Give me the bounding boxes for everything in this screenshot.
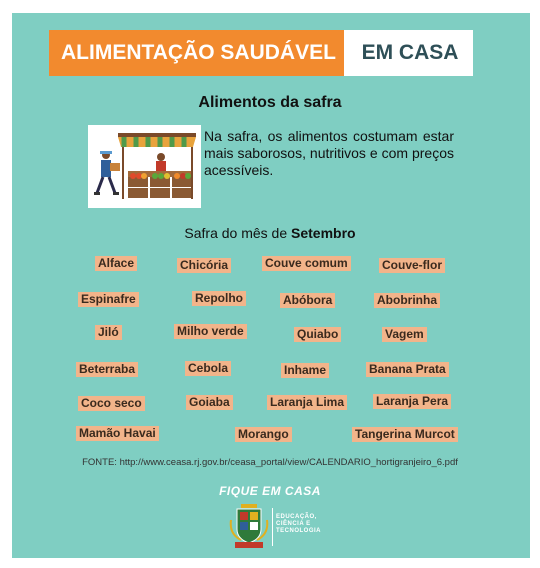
footer-divider bbox=[272, 508, 273, 546]
food-chip: Quiabo bbox=[294, 327, 341, 342]
market-stall-illustration bbox=[88, 125, 201, 208]
food-chip: Couve-flor bbox=[379, 258, 445, 273]
header-title-left: ALIMENTAÇÃO SAUDÁVEL bbox=[49, 30, 344, 76]
food-chip: Abóbora bbox=[280, 293, 335, 308]
food-chip: Beterraba bbox=[76, 362, 138, 377]
food-chip: Repolho bbox=[192, 291, 246, 306]
department-line: EDUCAÇÃO, bbox=[276, 514, 317, 520]
food-chip: Morango bbox=[235, 427, 292, 442]
food-chip: Abobrinha bbox=[374, 293, 440, 308]
food-chip: Inhame bbox=[281, 363, 329, 378]
month-prefix: Safra do mês de bbox=[184, 225, 292, 241]
header-banner bbox=[49, 30, 473, 76]
footer-title: FIQUE EM CASA bbox=[219, 484, 321, 498]
month-name: Setembro bbox=[291, 225, 356, 241]
food-chip: Cebola bbox=[185, 361, 231, 376]
food-chip: Laranja Lima bbox=[267, 395, 347, 410]
food-chip: Jiló bbox=[95, 325, 122, 340]
food-chip: Milho verde bbox=[174, 324, 247, 339]
department-line: CIÊNCIA E bbox=[276, 521, 311, 527]
food-chip: Chicória bbox=[177, 258, 231, 273]
food-chip: Espinafre bbox=[78, 292, 139, 307]
intro-text: Na safra, os alimentos costumam estar mais saborosos, nutritivos e com preços acessíveis. bbox=[204, 128, 454, 178]
food-chip: Mamão Havai bbox=[76, 426, 159, 441]
food-chip: Couve comum bbox=[262, 256, 351, 271]
department-line: TECNOLOGIA bbox=[276, 528, 321, 534]
food-chip: Vagem bbox=[382, 327, 427, 342]
food-chip: Tangerina Murcot bbox=[352, 427, 458, 442]
food-chip: Alface bbox=[95, 256, 137, 271]
city-crest-logo bbox=[229, 502, 269, 550]
food-chip: Coco seco bbox=[78, 396, 145, 411]
food-chip: Laranja Pera bbox=[373, 394, 451, 409]
source-citation: FONTE: http://www.ceasa.rj.gov.br/ceasa_portal/view/CALENDARIO_hortigranjeiro_6.pdf bbox=[82, 457, 458, 468]
food-chip: Goiaba bbox=[186, 395, 233, 410]
food-chip: Banana Prata bbox=[366, 362, 449, 377]
section-title: Alimentos da safra bbox=[198, 94, 342, 111]
header-title-right: EM CASA bbox=[344, 30, 473, 76]
month-line bbox=[0, 225, 540, 241]
department-label bbox=[276, 514, 321, 535]
